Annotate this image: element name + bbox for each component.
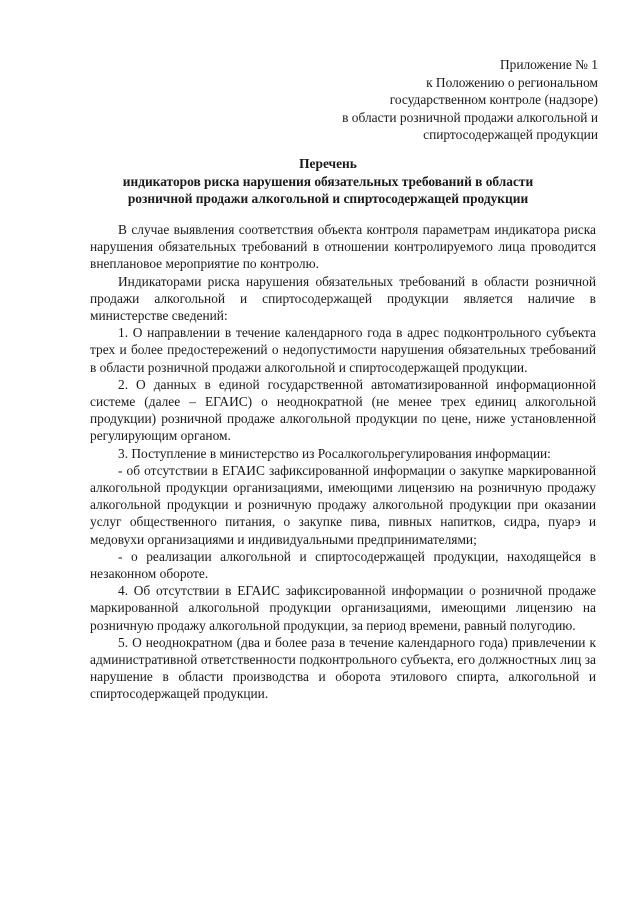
annex-line-5: спиртосодержащей продукции xyxy=(423,127,598,142)
paragraph-item-3-dash-1: - об отсутствии в ЕГАИС зафиксированной информации о закупке маркированной алкогольной продукции организациями, имеющими лицензию на розничную продажу алкогольной продукции и розничную продажу алкогольной продукции при оказании услуг общественного питания, о закупке пива, пивных напитков, сидра, пуарэ и медовухи организациями и индивидуальными предпринимателями; xyxy=(90,462,596,547)
annex-line-4: в области розничной продажи алкогольной и xyxy=(342,109,598,125)
document-body xyxy=(90,221,596,703)
document-title xyxy=(60,155,596,208)
paragraph-item-5: 5. О неоднократном (два и более раза в течение календарного года) привлечении к административной ответственности подконтрольного субъекта, его должностных лиц за нарушение в области производства и оборота этилового спирта, алкогольной и спиртосодержащей продукции. xyxy=(90,634,596,702)
annex-line-3: государственном контроле (надзоре) xyxy=(389,92,598,107)
title-line-1: Перечень xyxy=(299,156,357,171)
paragraph-item-3: 3. Поступление в министерство из Росалкогольрегулирования информации: xyxy=(118,445,551,461)
annex-header xyxy=(342,56,598,144)
paragraph-item-2: 2. О данных в единой государственной автоматизированной информационной системе (далее – ЕГАИС) о неоднократной (не менее трех единиц алкогольной продукции) розничной продаже алкогольной продукции по цене, ниже установленной регулирующим органом. xyxy=(90,376,596,444)
paragraph-item-3-dash-2: - о реализации алкогольной и спиртосодержащей продукции, находящейся в незаконном обороте. xyxy=(90,548,596,582)
paragraph-intro: В случае выявления соответствия объекта контроля параметрам индикатора риска нарушения обязательных требований в отношении контролируемого лица проводится внеплановое мероприятие по контролю. xyxy=(90,222,596,272)
title-line-2: индикаторов риска нарушения обязательных требований в области xyxy=(122,173,534,189)
title-line-3: розничной продажи алкогольной и спиртосодержащей продукции xyxy=(127,191,529,206)
paragraph-indicators: Индикаторами риска нарушения обязательных требований в области розничной продажи алкогольной и спиртосодержащей продукции является наличие в министерстве сведений: xyxy=(90,273,596,324)
annex-line-1: Приложение № 1 xyxy=(499,57,598,72)
paragraph-item-4: 4. Об отсутствии в ЕГАИС зафиксированной информации о розничной продаже маркированной алкогольной продукции организациями, имеющими лицензию на розничную продажу алкогольной продукции, за период времени, равный полугодию. xyxy=(90,583,596,633)
annex-line-2: к Положению о региональном xyxy=(426,74,598,90)
paragraph-item-1: 1. О направлении в течение календарного года в адрес подконтрольного субъекта трех и более предостережений о недопустимости нарушения обязательных требований в области розничной продажи алкогольной и спиртосодержащей продукции. xyxy=(90,325,596,375)
